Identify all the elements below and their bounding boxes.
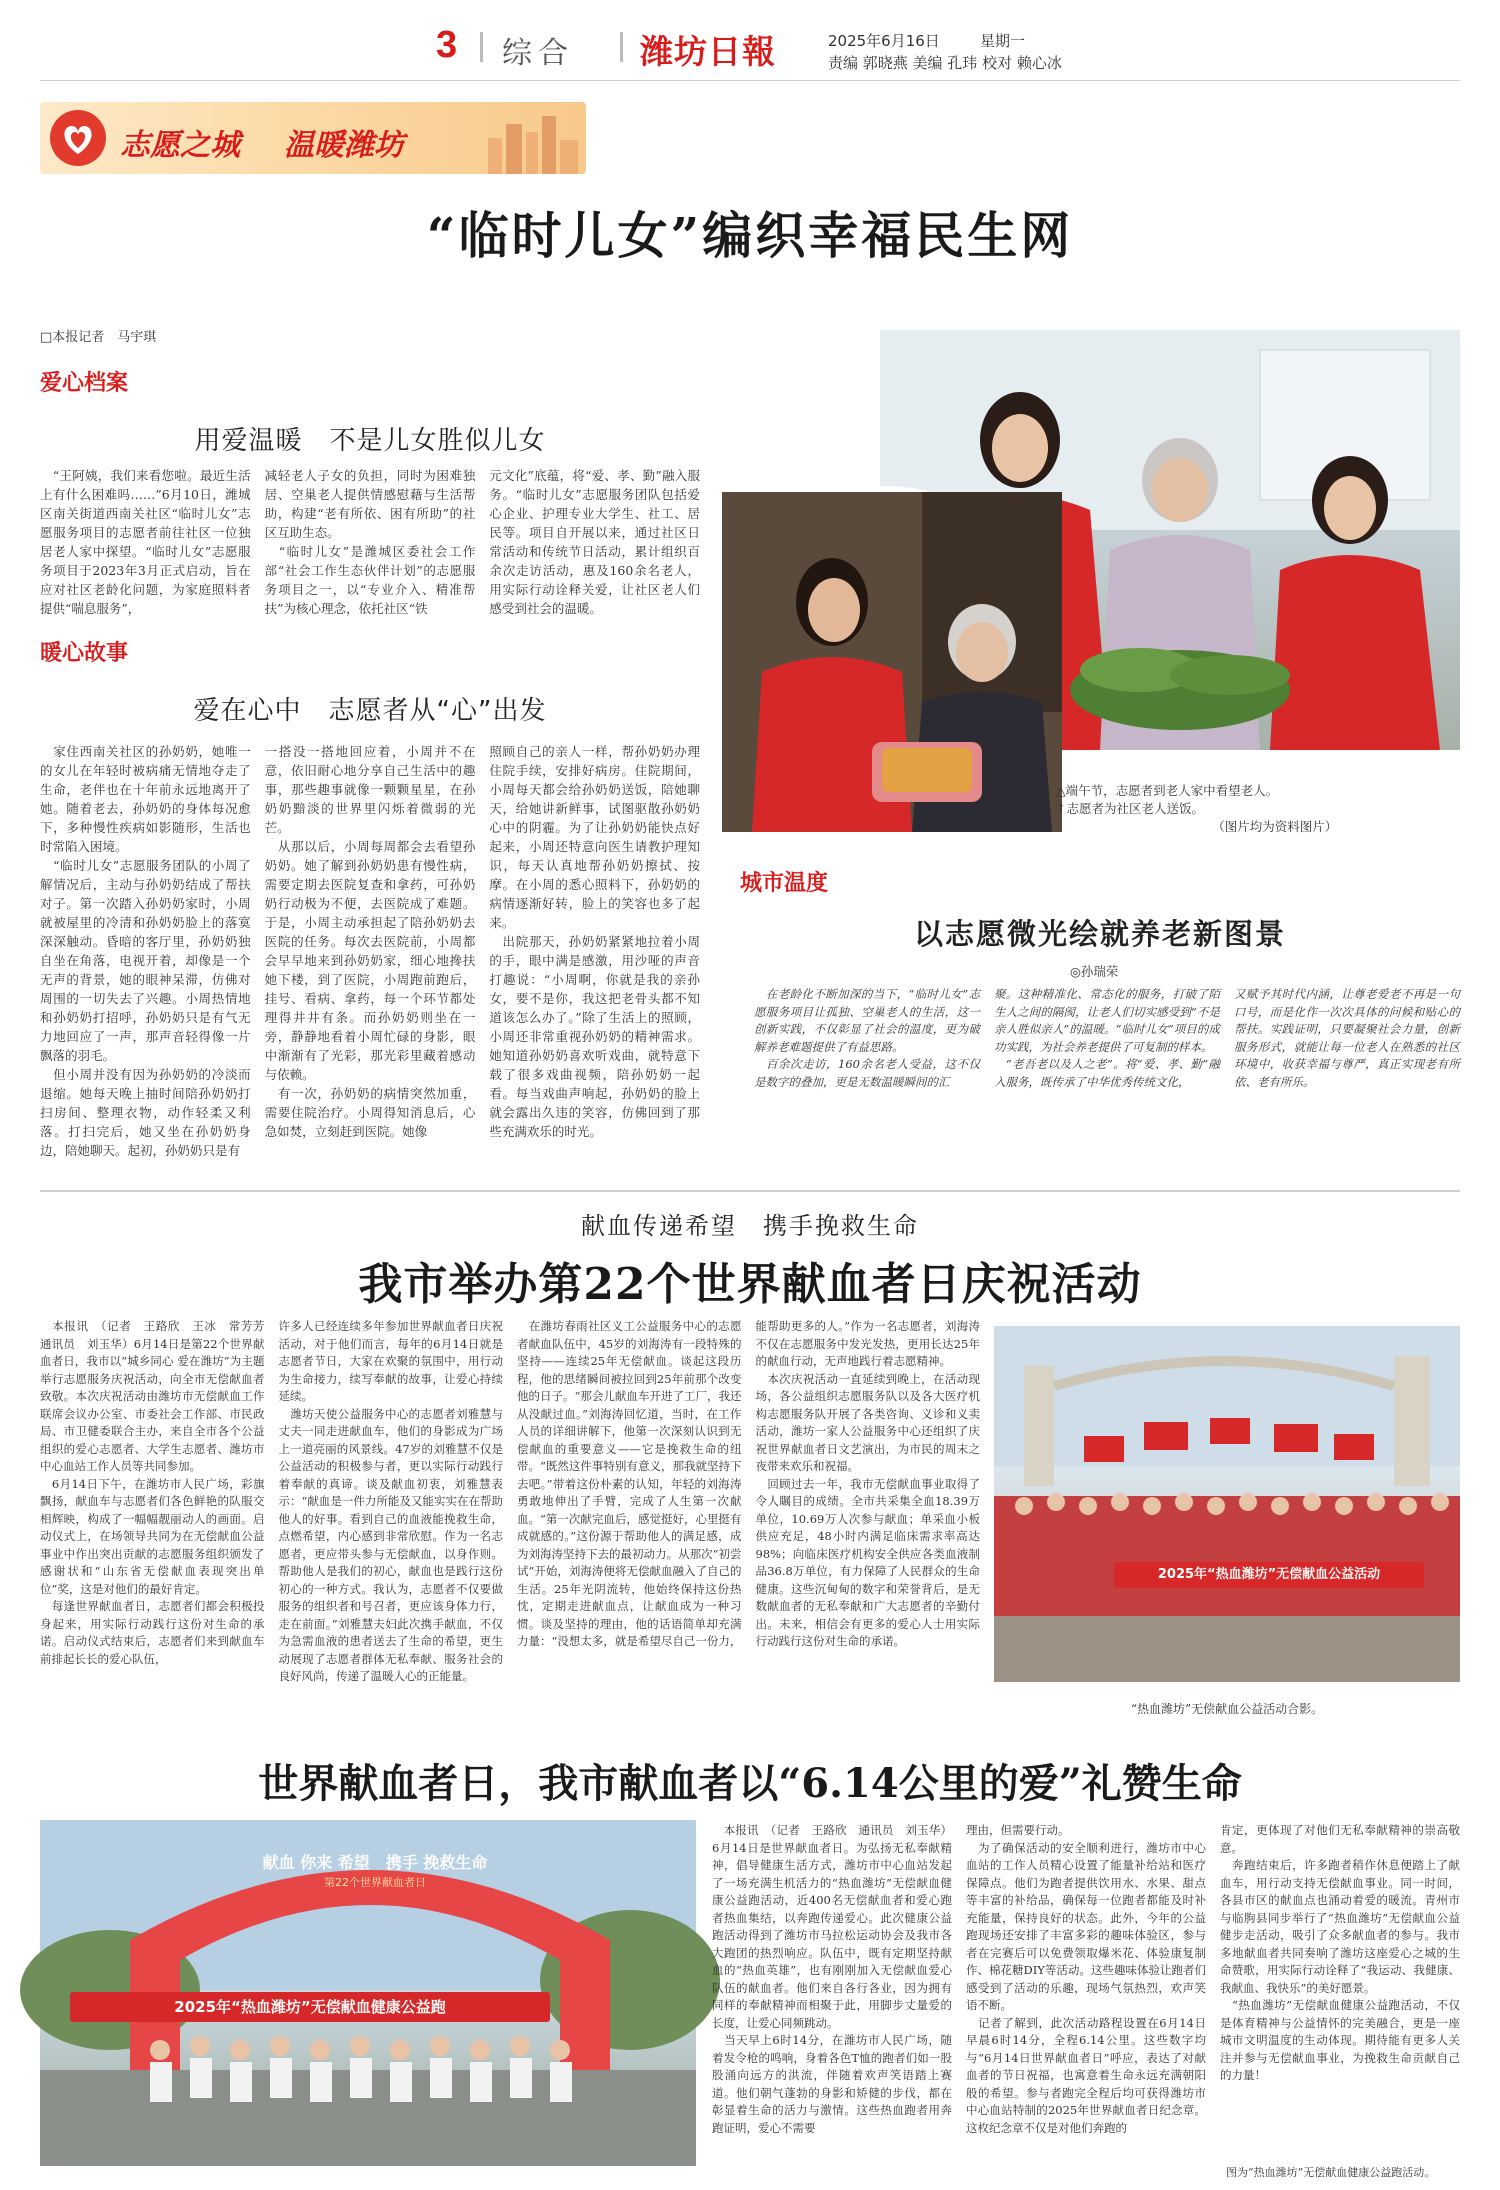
article2-text-d: 能帮助更多的人。”作为一名志愿者，刘海涛不仅在志愿服务中发光发热，更用长达25年的献血行动，无声地践行着志愿精神。 本次庆祝活动一直延续到晚上，在活动现场，各公益组织志愿服务队以及各大医疗机构志愿服务队开展了各类咨询、义诊和义卖活动，潍坊一家人公益服务中心还组织了庆祝世界献血者日文艺演出，为市民的周末之夜带来欢乐和祝福。 回顾过去一年，我市无偿献血事业取得了令人瞩目的成绩。全市共采集全血18.39万单位，10.69万人次参与献血；单采血小板供应充足，48小时内满足临床需求率高达98%；向临床医疗机构安全供应各类血液制品36.8万单位，有力保障了人民群众的生命健康。这些沉甸甸的数字和荣誉背后，是无数献血者的无私奉献和广大志愿者的辛勤付出。未来，相信会有更多的爱心人士用实际行动践行这份对生命的承诺。 <box>755 1319 980 1648</box>
commentary-text-b: 聚。这种精准化、常态化的服务，打破了陌生人之间的隔阂，让老人们切实感受到“不是亲人胜似亲人”的温暖。“临时儿女”项目的成功实践，为社会养老提供了可复制的样本。 “老吾老以及人之老”。将“爱、孝、勤”融入服务，既传承了中华优秀传统文化， <box>994 987 1220 1089</box>
photo-charity-run <box>40 1820 696 2166</box>
article1-headline: “临时儿女”编织幸福民生网 <box>426 206 1074 265</box>
subhead-micro-light: 以志愿微光绘就养老新图景 <box>913 917 1286 951</box>
photo3-illustration <box>994 1326 1460 1682</box>
commentary-text-a: 在老龄化不断加深的当下，“临时儿女”志愿服务项目让孤独、空巢老人的生活，这一创新实践，不仅彰显了社会的温度，更为破解养老难题提供了有益思路。 百余次走访，160余名老人受益，这不仅是数字的叠加，更是无数温暖瞬间的汇 <box>754 987 980 1089</box>
issue-weekday: 星期一 <box>980 32 1026 50</box>
skyline-decoration <box>480 110 586 174</box>
article3-headline: 世界献血者日，我市献血者以“6.14公里的爱”礼赞生命 <box>258 1760 1242 1807</box>
article1-text2a: 家住西南关社区的孙奶奶，她唯一的女儿在年轻时被病痛无情地夺走了生命，老伴也在十年前永远地离开了她。随着老去，孙奶奶的身体每况愈下，多种慢性疾病如影随形，生活也时常陷入困境。 “临时儿女”志愿服务团队的小周了解情况后，主动与孙奶奶结成了帮扶对子。第一次踏入孙奶奶家时，小周就被屋里的冷清和孙奶奶脸上的落寞深深触动。昏暗的客厅里，孙奶奶独自坐在角落，电视开着，却像是一个无声的背景，她的眼神呆滞，仿佛对周围的一切失去了兴趣。小周热情地和孙奶奶打招呼，孙奶奶只是有气无力地回应了一声，那声音轻得像一片飘落的羽毛。 但小周并没有因为孙奶奶的冷淡而退缩。她每天晚上抽时间陪孙奶奶打扫房间、整理衣物，动作轻柔又利落。打扫完后，她又坐在孙奶奶身边，陪她聊天。起初，孙奶奶只是有 <box>40 744 251 1158</box>
article1-byline: □本报记者 马宇琪 <box>40 330 157 345</box>
article1-text1c: 元文化”底蕴，将“爱、孝、勤”融入服务。“临时儿女”志愿服务团队包括爱心企业、护理专业大学生、社工、居民等。项目自开展以来，通过社区日常活动和传统节日活动，累计组织百余次走访活动，惠及160余名老人，用实际行动诠释关爱，让社区老人们感受到社会的温暖。 <box>489 468 701 616</box>
article3-text-b: 理由，但需要行动。 为了确保活动的安全顺利进行，潍坊市中心血站的工作人员精心设置了能量补给站和医疗保障点。他们为跑者提供饮用水、水果、甜点等丰富的补给品，确保每一位跑者都能及时补充能量，保持良好的状态。此外，今年的公益跑现场还安排了丰富多彩的趣味体验区，参与者在完赛后可以免费领取爆米花、体验康复制作、棉花糖DIY等活动。这些趣味体验让跑者们感受到了活动的乐趣，现场气氛热烈，欢声笑语不断。 记者了解到，此次活动路程设置在6月14日早晨6时14分，全程6.14公里。这些数字均与“6月14日世界献血者日”呼应，表达了对献血者的节日祝福，也寓意着生命永远充满朝阳般的希望。参与者跑完全程后均可获得潍坊市中心血站特制的2025年世界献血者日纪念章。这枚纪念章不仅是对他们奔跑的 <box>966 1823 1206 2135</box>
article3-columns <box>712 1822 1460 2158</box>
commentary-text-c: 又赋予其时代内涵，让尊老爱老不再是一句口号，而是化作一次次具体的问候和贴心的帮扶。实践证明，只要凝聚社会力量，创新服务形式，就能让每一位老人在熟悉的社区环境中，收获幸福与尊严，真正实现老有所依、老有所乐。 <box>1234 987 1460 1089</box>
photo-caption-3: 图为“热血潍坊”无偿献血健康公益跑活动。 <box>1226 2166 1436 2179</box>
arch-subtitle: 第22个世界献血者日 <box>324 1876 426 1889</box>
editor-credits: 责编 郭晓燕 美编 孔玮 校对 赖心冰 <box>828 54 1062 72</box>
subhead-love-warm: 用爱温暖 不是儿女胜似儿女 <box>194 426 546 456</box>
banner-title-2: 温暖潍坊 <box>284 128 404 163</box>
photo2-illustration <box>722 492 1062 832</box>
section-name: 综合 <box>502 36 574 71</box>
photo-caption-2: “热血潍坊”无偿献血公益活动合影。 <box>1130 1702 1324 1716</box>
masthead <box>0 0 1500 82</box>
photo-caption-1: △端午节，志愿者到老人家中看望老人。 ↑志愿者为社区老人送饭。 （图片均为资料图片） <box>1056 783 1338 834</box>
article3-text-c: 肯定，更体现了对他们无私奉献精神的崇高敬意。 奔跑结束后，许多跑者稍作休息便踏上了献血车，用行动支持无偿献血事业。同一时间，各县市区的献血点也涌动着爱的暖流。青州市与临朐县同步举行了“热血潍坊”无偿献血公益健步走活动，吸引了众多献血者的参与。我市多地献血者共同奏响了潍坊这座爱心之城的生命赞歌，用实际行动诠释了“我运动、我健康、我献血、我快乐”的美好愿景。 “热血潍坊”无偿献血健康公益跑活动，不仅是体育精神与公益情怀的完美融合，更是一座城市文明温度的生动体现。期待能有更多人关注并参与无偿献血事业，为挽救生命贡献自己的力量！ <box>1220 1823 1460 2082</box>
article2-headline: 我市举办第22个世界献血者日庆祝活动 <box>358 1259 1142 1310</box>
tag-chengshi-wendu: 城市温度 <box>740 871 829 896</box>
article2-text-a: 本报讯 （记者 王路欣 王冰 常芳芳 通讯员 刘玉华）6月14日是第22个世界献血者日，我市以“城乡同心 爱在潍坊”为主题举行志愿服务庆祝活动，向全市无偿献血者致敬。本次庆祝活动由潍坊市无偿献血工作联席会议办公室、市委社会工作部、市民政局、市卫健委联合主办，来自全市各个公益组织的爱心志愿者、大学生志愿者、潍坊市中心血站工作人员等共同参加。 6月14日下午，在潍坊市人民广场，彩旗飘扬，献血车与志愿者们各色鲜艳的队服交相辉映，构成了一幅幅靓丽动人的画面。启动仪式上，在场领导共同为在无偿献血公益事业中作出突出贡献的志愿服务组织颁发了感谢状和“山东省无偿献血表现突出单位”奖，这是对他们的最好肯定。 每逢世界献血者日，志愿者们都会积极投身起来，用实际行动践行这份对生命的承诺。启动仪式结束后，志愿者们来到献血车前排起长长的爱心队伍， <box>40 1319 265 1666</box>
article3-text-a: 本报讯 （记者 王路欣 通讯员 刘玉华）6月14日是世界献血者日。为弘扬无私奉献精神，倡导健康生活方式，潍坊市中心血站发起了一场充满生机活力的“热血潍坊”无偿献血健康公益跑活动，近400名无偿献血者和爱心跑者热血集结，以奔跑传递爱心。此次健康公益跑活动得到了潍坊市马拉松运动协会及我市各大跑团的热烈响应。队伍中，既有定期坚持献血的“热血英雄”，也有刚刚加入无偿献血爱心队伍的献血者。他们来自各行各业，因为拥有同样的奉献精神而相聚于此，用脚步丈量爱的长度，让爱心同频跳动。 当天早上6时14分，在潍坊市人民广场，随着发令枪的鸣响，身着各色T恤的跑者们如一股股涌向远方的洪流，伴随着欢声笑语踏上赛道。他们朝气蓬勃的身影和矫健的步伐，都在彰显着生命的活力与激情。这些热血跑者用奔跑证明，爱心不需要 <box>712 1823 952 2135</box>
article2-text-c: 在潍坊春雨社区义工公益服务中心的志愿者献血队伍中，45岁的刘海涛有一段特殊的坚持——连续25年无偿献血。谈起这段历程，他的思绪瞬间被拉回到25年前那个改变他的日子。“那会儿献血车开进了工厂，我还从没献过血。”刘海涛回忆道，当时，在工作人员的详细讲解下，他第一次深刻认识到无偿献血的重要意义——它是挽救生命的纽带。“既然这件事特别有意义，那我就坚持下去吧。”带着这份朴素的认知，年轻的刘海涛勇敢地伸出了手臂，完成了人生第一次献血。“第一次献完血后，感觉挺好，心里挺有成就感的。”这份源于帮助他人的满足感，成为刘海涛坚持下去的最初动力。从那次“初尝试”开始，刘海涛便将无偿献血融入了自己的生活。25年光阴流转，他始终保持这份热忱，定期走进献血点，让献血成为一种习惯。谈及坚持的理由，他的话语简单却充满力量：“没想太多，就是希望尽自己一份力， <box>517 1319 742 1648</box>
article1-section1-columns <box>40 466 700 616</box>
heart-hands-icon <box>48 108 108 168</box>
header-divider-2 <box>620 32 623 62</box>
article1-text1b: 减轻老人子女的负担，同时为困难独居、空巢老人提供情感慰藉与生活帮助，构建“老有所依、困有所助”的社区互助生态。 “临时儿女”是潍城区委社会工作部“社会工作生态伙伴计划”的志愿服务项目之一，以“专业介入、精准帮扶”为核心理念，依托社区“铁 <box>264 468 476 616</box>
article2-kicker: 献血传递希望 携手挽救生命 <box>581 1212 919 1240</box>
page-number: 3 <box>436 24 458 66</box>
subhead-love-in-heart: 爱在心中 志愿者从“心”出发 <box>193 696 547 726</box>
banner-title-1: 志愿之城 <box>120 128 240 163</box>
article1-text2c: 照顾自己的亲人一样，帮孙奶奶办理住院手续，安排好病房。住院期间，小周每天都会给孙奶奶送饭，陪她聊天，给她讲新鲜事，试图驱散孙奶奶心中的阴霾。为了让孙奶奶能快点好起来，小周还特意向医生请教护理知识，每天认真地帮孙奶奶擦拭、按摩。在小周的悉心照料下，孙奶奶的病情逐渐好转，脸上的笑容也多了起来。 出院那天，孙奶奶紧紧地拉着小周的手，眼中满是感激，用沙哑的声音打趣说：“小周啊，你就是我的亲孙女，要不是你，我这把老骨头都不知道该怎么办了。”除了生活上的照顾，小周还非常重视孙奶奶的精神需求。她知道孙奶奶喜欢听戏曲，就特意下载了很多戏曲视频，陪孙奶奶一起看。每当戏曲声响起，孙奶奶的脸上就会露出久违的笑容，仿佛回到了那些充满欢乐的时光。 <box>489 744 701 1139</box>
article2-text-b: 许多人已经连续多年参加世界献血者日庆祝活动，对于他们而言，每年的6月14日就是志愿者节日，大家在欢聚的氛围中，用行动为生命接力，续写奉献的故事，让爱心持续延续。 潍坊天使公益服务中心的志愿者刘雅慧与丈夫一同走进献血车，他们的身影成为广场上一道亮丽的风景线。47岁的刘雅慧不仅是公益活动的积极参与者，更以实际行动践行着奉献的真谛。谈及献血初衷，刘雅慧表示：“献血是一件力所能及又能实实在在帮助他人的好事。看到自己的血液能挽救生命，点燃希望，内心感到非常欣慰。作为一名志愿者，更应带头参与无偿献血，以身作则。帮助他人是我们的初心，献血也是践行这份初心的一种方式。我认为，志愿者不仅要做服务的组织者和号召者，更应该身体力行，走在前面。”刘雅慧夫妇此次携手献血，不仅为急需血液的患者送去了生命的希望，更生动展现了志愿者群体无私奉献、服务社会的良好风尚，传递了温暖人心的正能量。 <box>278 1319 503 1683</box>
commentary-columns <box>754 986 1460 1166</box>
group-photo-banner: 2025年“热血潍坊”无偿献血公益活动 <box>1114 1562 1424 1588</box>
article2-columns <box>40 1318 980 1738</box>
tag-aixin-dangan: 爱心档案 <box>40 371 129 396</box>
arch-slogan: 献血 你来 希望 携手 挽救生命 <box>262 1853 488 1872</box>
run-banner: 2025年“热血潍坊”无偿献血健康公益跑 <box>70 1992 550 2022</box>
tag-nuanxin-gushi: 暖心故事 <box>40 641 129 666</box>
section-divider <box>40 1190 1460 1192</box>
article1-text1a: “王阿姨，我们来看您啦。最近生活上有什么困难吗……”6月10日，潍城区南关街道西南关社区“临时儿女”志愿服务项目的志愿者前往社区一位独居老人家中探望。“临时儿女”志愿服务项目于2023年3月正式启动，旨在应对社区老龄化问题，为家庭照料者提供“喘息服务”， <box>40 468 251 616</box>
photo-volunteer-serving-meal <box>716 486 1056 826</box>
photo-blood-donation-group <box>994 1326 1460 1682</box>
article1-text2b: 一搭没一搭地回应着，小周并不在意，依旧耐心地分享自己生活中的趣事，那些趣事就像一颗颗星星，在孙奶奶黯淡的世界里闪烁着微弱的光芒。 从那以后，小周每周都会去看望孙奶奶。她了解到孙奶奶患有慢性病，需要定期去医院复查和拿药，可孙奶奶行动极为不便，去医院成了难题。于是，小周主动承担起了陪孙奶奶去医院的任务。每次去医院前，小周都会早早地来到孙奶奶家，细心地搀扶她下楼，到了医院，小周跑前跑后，挂号、看病、拿药，每一个环节都处理得井井有条。而孙奶奶则坐在一旁，静静地看着小周忙碌的身影，眼中渐渐有了光彩，那光彩里藏着感动与依赖。 有一次，孙奶奶的病情突然加重，需要住院治疗。小周得知消息后，心急如焚，立刻赶到医院。她像 <box>264 744 476 1139</box>
masthead-rule <box>40 80 1460 81</box>
header-divider <box>480 32 483 62</box>
paper-logo: 潍坊日報 <box>640 32 776 71</box>
volunteer-banner <box>40 102 586 174</box>
article1-section2-columns <box>40 742 700 1172</box>
issue-date: 2025年6月16日 <box>828 32 940 50</box>
commentary-author: ◎孙瑞荣 <box>1070 964 1119 979</box>
